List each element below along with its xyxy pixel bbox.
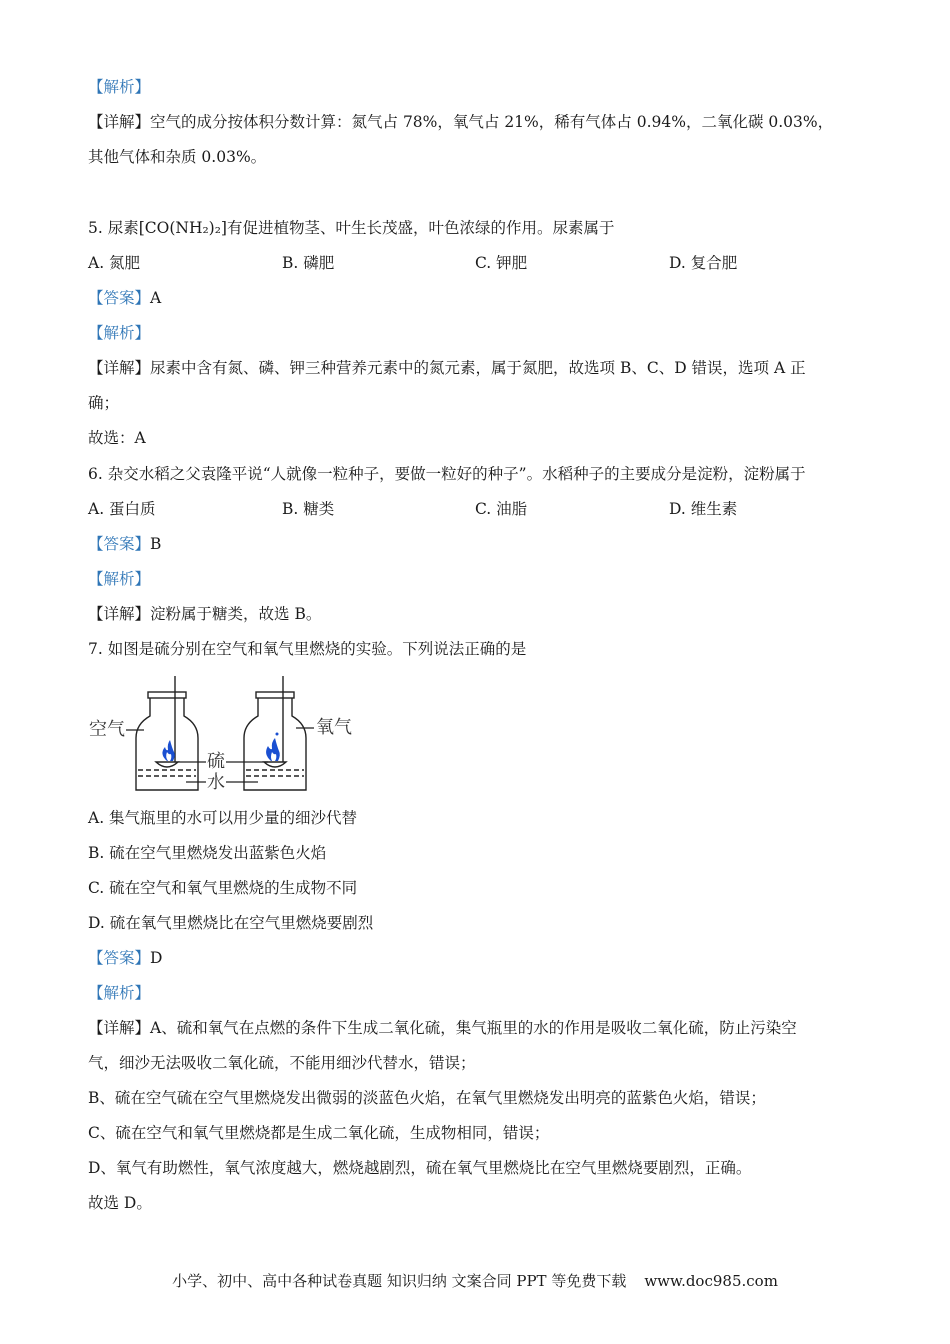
q6-option-b: B. 糖类 [282, 500, 335, 518]
detail-text: A、硫和氧气在点燃的条件下生成二氧化硫，集气瓶里的水的作用是吸收二氧化硫，防止污染空 [150, 1019, 797, 1037]
q7-option-d: D. 硫在氧气里燃烧比在空气里燃烧要剧烈 [88, 914, 374, 932]
label-sulfur: 硫 [207, 751, 225, 772]
detail-text: 淀粉属于糖类，故选 B。 [150, 605, 322, 623]
q6-option-d: D. 维生素 [669, 500, 738, 518]
q7-detail-line-4: C、硫在空气和氧气里燃烧都是生成二氧化硫，生成物相同，错误； [88, 1124, 550, 1142]
label-oxygen: 氧气 [316, 717, 352, 738]
answer-tag: 【答案】 [88, 535, 151, 553]
q7-conclusion: 故选 D。 [88, 1194, 152, 1212]
q6-option-a: A. 蛋白质 [88, 500, 156, 518]
flame-icon [266, 733, 280, 762]
oxygen-bottle [244, 676, 306, 790]
detail-paragraph [88, 112, 833, 132]
analysis-tag: 【解析】 [88, 78, 151, 96]
flame-icon [162, 740, 174, 761]
label-air: 空气 [89, 719, 125, 740]
footer-link[interactable]: www.doc985.com [644, 1272, 778, 1290]
q7-option-a: A. 集气瓶里的水可以用少量的细沙代替 [88, 809, 358, 827]
q7-option-c: C. 硫在空气和氧气里燃烧的生成物不同 [88, 879, 358, 897]
answer-tag: 【答案】 [88, 949, 151, 967]
detail-tag: 【详解】 [88, 113, 151, 131]
q7-detail-line-5: D、氧气有助燃性，氧气浓度越大，燃烧越剧烈，硫在氧气里燃烧比在空气里燃烧要剧烈，正确。 [88, 1159, 752, 1177]
q7-option-b: B. 硫在空气里燃烧发出蓝紫色火焰 [88, 844, 327, 862]
q7-detail-line-3: B、硫在空气硫在空气里燃烧发出微弱的淡蓝色火焰，在氧气里燃烧发出明亮的蓝紫色火焰，错误； [88, 1089, 766, 1107]
q5-detail [88, 358, 806, 378]
detail-text: 空气的成分按体积分数计算：氮气占 78%，氧气占 21%，稀有气体占 0.94%，二氧化碳 0.03%， [150, 113, 834, 131]
detail-tag: 【详解】 [88, 1019, 151, 1037]
air-bottle [136, 676, 198, 790]
q6-detail [88, 604, 321, 624]
q5-analysis-tag: 【解析】 [88, 324, 151, 342]
footer-text: 小学、初中、高中各种试卷真题 知识归纳 文案合同 PPT 等免费下载 [172, 1272, 627, 1290]
detail-tag: 【详解】 [88, 605, 151, 623]
q7-detail [88, 1018, 797, 1038]
answer-value: D [150, 949, 163, 967]
q5-detail-continued: 确； [88, 394, 120, 412]
q5-option-b: B. 磷肥 [282, 254, 335, 272]
q5-answer [88, 288, 161, 308]
detail-text: 尿素中含有氮、磷、钾三种营养元素中的氮元素，属于氮肥，故选项 B、C、D 错误，选项 A 正 [150, 359, 806, 377]
q5-stem: 5. 尿素[CO(NH₂)₂]有促进植物茎、叶生长茂盛，叶色浓绿的作用。尿素属于 [88, 219, 615, 237]
answer-value: A [150, 289, 162, 307]
q5-option-d: D. 复合肥 [669, 254, 738, 272]
q6-stem: 6. 杂交水稻之父袁隆平说“人就像一粒种子，要做一粒好的种子”。水稻种子的主要成分是淀粉，淀粉属于 [88, 465, 806, 483]
q5-conclusion: 故选：A [88, 429, 146, 447]
q7-analysis-tag: 【解析】 [88, 984, 151, 1002]
q7-answer [88, 948, 162, 968]
answer-value: B [150, 535, 162, 553]
detail-tag: 【详解】 [88, 359, 151, 377]
q6-analysis-tag: 【解析】 [88, 570, 151, 588]
sulfur-combustion-figure [86, 672, 366, 798]
q6-answer [88, 534, 161, 554]
q7-detail-line-2: 气，细沙无法吸收二氧化硫，不能用细沙代替水，错误； [88, 1054, 476, 1072]
detail-text-continued: 其他气体和杂质 0.03%。 [88, 148, 267, 166]
q5-option-c: C. 钾肥 [475, 254, 528, 272]
label-water: 水 [207, 772, 225, 793]
q7-stem: 7. 如图是硫分别在空气和氧气里燃烧的实验。下列说法正确的是 [88, 640, 527, 658]
q5-option-a: A. 氮肥 [88, 254, 141, 272]
page-footer [0, 1270, 950, 1291]
answer-tag: 【答案】 [88, 289, 151, 307]
q6-option-c: C. 油脂 [475, 500, 528, 518]
